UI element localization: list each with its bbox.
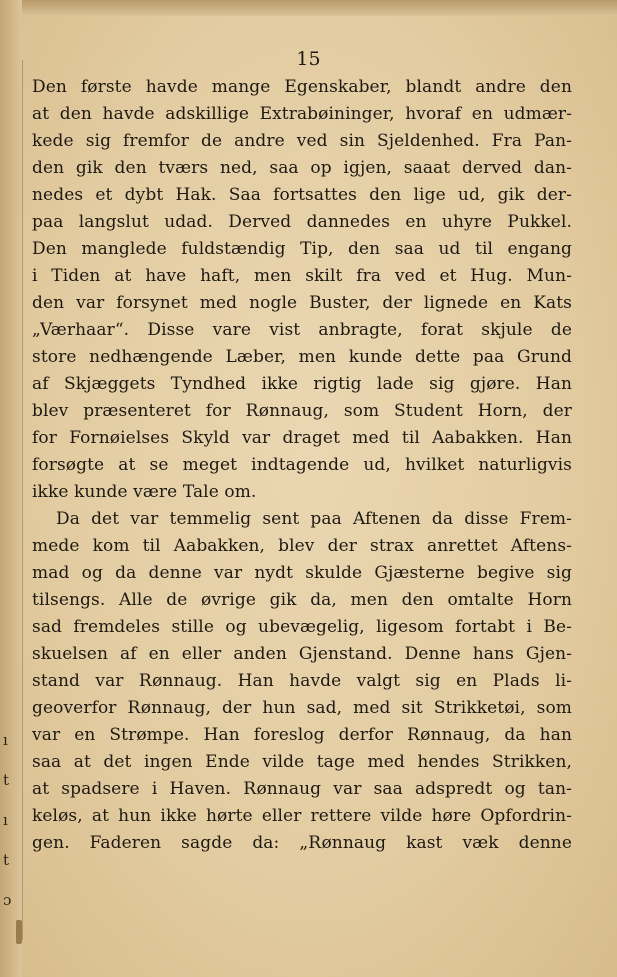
margin-marks bbox=[3, 720, 17, 920]
page-number: 15 bbox=[296, 48, 321, 70]
text-line: blev præsenteret for Rønnaug, som Student Horn, der bbox=[32, 401, 572, 421]
text-line: nedes et dybt Hak. Saa fortsattes den lige ud, gik der- bbox=[32, 185, 572, 205]
margin-mark: ı bbox=[3, 731, 8, 749]
text-line: Da det var temmelig sent paa Aftenen da disse Frem- bbox=[56, 509, 572, 529]
ink-smudge bbox=[16, 920, 22, 944]
gutter-line bbox=[22, 60, 23, 940]
text-line: i Tiden at have haft, men skilt fra ved et Hug. Mun- bbox=[32, 266, 572, 286]
text-line: kede sig fremfor de andre ved sin Sjeldenhed. Fra Pan- bbox=[32, 131, 572, 151]
text-line: „Værhaar“. Disse vare vist anbragte, forat skjule de bbox=[32, 320, 572, 340]
text-line: mede kom til Aabakken, blev der strax anrettet Aftens- bbox=[32, 536, 572, 556]
text-line: saa at det ingen Ende vilde tage med hendes Strikken, bbox=[32, 752, 572, 772]
text-line: Den manglede fuldstændig Tip, den saa ud til engang bbox=[32, 239, 572, 259]
text-line: skuelsen af en eller anden Gjenstand. Denne hans Gjen- bbox=[32, 644, 572, 664]
text-line: den gik den tværs ned, saa op igjen, saaat derved dan- bbox=[32, 158, 572, 178]
text-line: Den første havde mange Egenskaber, blandt andre den bbox=[32, 77, 572, 97]
text-line: den var forsynet med nogle Buster, der lignede en Kats bbox=[32, 293, 572, 313]
text-line: af Skjæggets Tyndhed ikke rigtig lade sig gjøre. Han bbox=[32, 374, 572, 394]
text-line: store nedhængende Læber, men kunde dette paa Grund bbox=[32, 347, 572, 367]
margin-mark: ɔ bbox=[3, 891, 12, 909]
text-line: sad fremdeles stille og ubevægelig, ligesom fortabt i Be- bbox=[32, 617, 572, 637]
margin-mark: ı bbox=[3, 811, 8, 829]
text-line: forsøgte at se meget indtagende ud, hvilket naturligvis bbox=[32, 455, 572, 475]
text-line: mad og da denne var nydt skulde Gjæsterne begive sig bbox=[32, 563, 572, 583]
text-line: gen. Faderen sagde da: „Rønnaug kast væk denne bbox=[32, 833, 572, 853]
text-line: keløs, at hun ikke hørte eller rettere vilde høre Opfordrin- bbox=[32, 806, 572, 826]
text-line: at spadsere i Haven. Rønnaug var saa adspredt og tan- bbox=[32, 779, 572, 799]
text-line: tilsengs. Alle de øvrige gik da, men den omtalte Horn bbox=[32, 590, 572, 610]
text-line: for Fornøielses Skyld var draget med til Aabakken. Han bbox=[32, 428, 572, 448]
text-line: geoverfor Rønnaug, der hun sad, med sit Strikketøi, som bbox=[32, 698, 572, 718]
text-line: paa langslut udad. Derved dannedes en uhyre Pukkel. bbox=[32, 212, 572, 232]
body-text bbox=[32, 74, 572, 857]
margin-mark: t bbox=[3, 851, 10, 869]
text-line: stand var Rønnaug. Han havde valgt sig en Plads li- bbox=[32, 671, 572, 691]
page-top-edge bbox=[0, 0, 617, 16]
text-line: var en Strømpe. Han foreslog derfor Rønnaug, da han bbox=[32, 725, 572, 745]
margin-mark: t bbox=[3, 771, 10, 789]
text-line: at den havde adskillige Extrabøininger, hvoraf en udmær- bbox=[32, 104, 572, 124]
text-line: ikke kunde være Tale om. bbox=[32, 482, 257, 502]
